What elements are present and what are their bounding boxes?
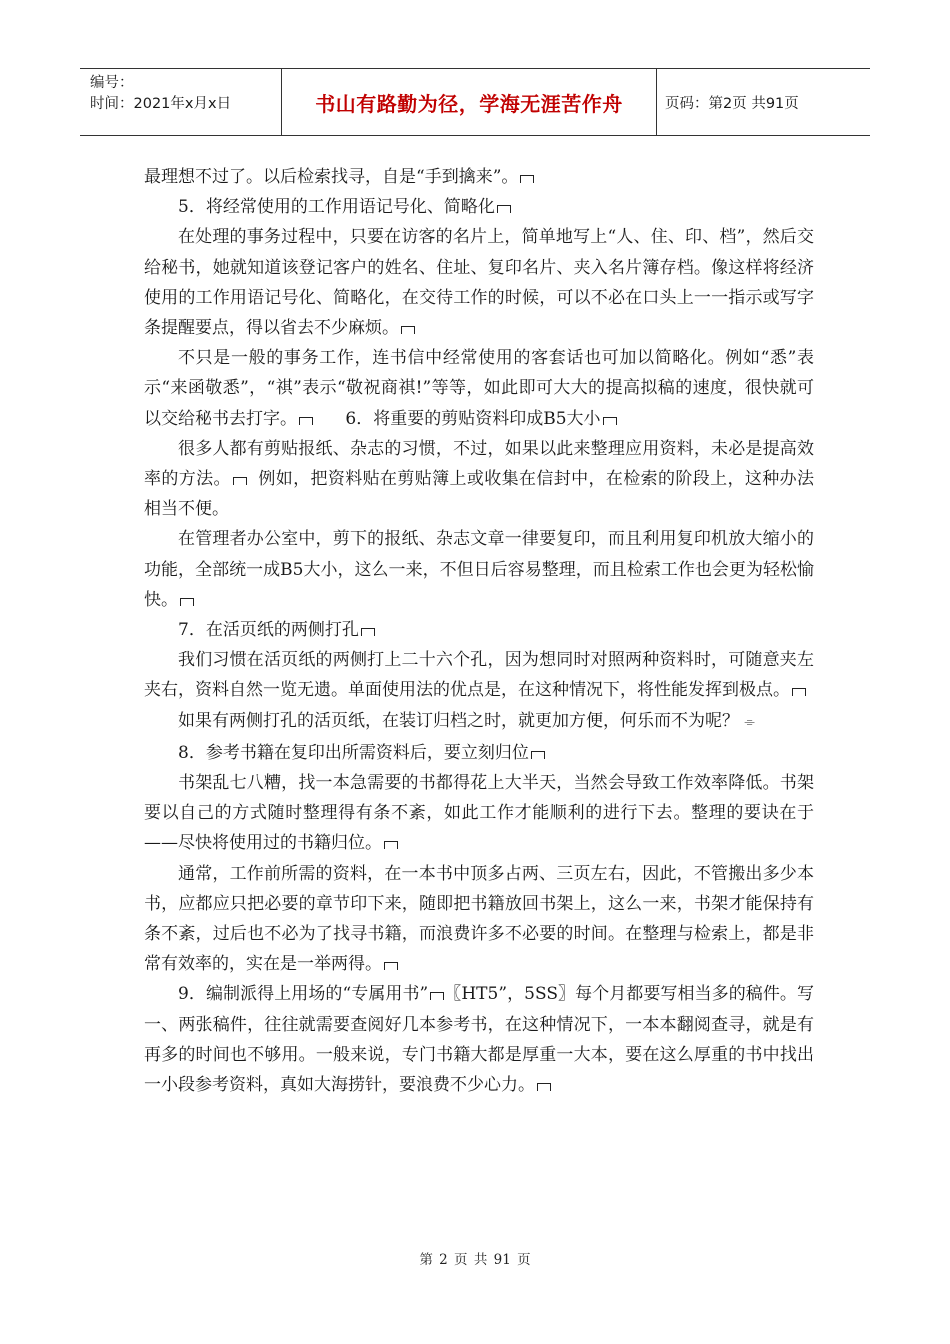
paragraph-mark-icon (384, 841, 398, 849)
paragraph-mark-icon (180, 598, 194, 606)
paragraph: 在处理的事务过程中，只要在访客的名片上，简单地写上“人、住、印、档”，然后交给秘书，她就知道该登记客户的姓名、住址、复印名片、夹入名片簿存档。像这样将经济使用的工作用语记号化、简略化，在交待工作的时候，可以不必在口头上一一指示或写字条提醒要点，得以省去不少麻烦。 (144, 227, 814, 339)
section-heading: 6．将重要的剪贴资料印成B5大小 (313, 408, 601, 429)
page-header (80, 68, 870, 136)
paragraph-mark-icon (792, 688, 806, 696)
paragraph: 最理想不过了。以后检索找寻，自是“手到擒来”。 (144, 162, 814, 192)
paragraph-mark-icon (361, 628, 375, 636)
paragraph-mark-icon (299, 417, 313, 425)
paragraph: 我们习惯在活页纸的两侧打上二十六个孔，因为想同时对照两种资料时，可随意夹左夹右，资料自然一览无遗。单面使用法的优点是，在这种情况下，将性能发挥到极点。 (144, 650, 814, 701)
section-heading: 7．在活页纸的两侧打孔 (144, 615, 814, 645)
line-break-mark-icon: ⌯ (744, 714, 755, 730)
paragraph-mark-icon (401, 326, 415, 334)
document-date-label: 时间：2021年x月x日 (90, 96, 232, 112)
document-body (144, 162, 814, 1100)
paragraph-mark-icon (233, 477, 247, 485)
paragraph-mark-icon (537, 1083, 551, 1091)
paragraph: 通常，工作前所需的资料，在一本书中顶多占两、三页左右，因此，不管搬出多少本书，应都应只把必要的章节印下来，随即把书籍放回书架上，这么一来，书架才能保持有条不紊，过后也不必为了找寻书籍，而浪费许多不必要的时间。在整理与检索上，都是非常有效率的，实在是一举两得。 (144, 863, 814, 975)
paragraph-mark-icon (520, 175, 534, 183)
paragraph-mark-icon (497, 205, 511, 213)
paragraph-mark-icon (603, 417, 617, 425)
header-motto: 书山有路勤为径，学海无涯苦作舟 (282, 69, 657, 135)
header-meta (80, 69, 282, 135)
paragraph: 9．编制派得上用场的“专属用书” 〖HT5”，5SS〗每个月都要写相当多的稿件。写一、两张稿件，往往就需要查阅好几本参考书，在这种情况下，一本本翻阅查寻，就是有再多的时间也不够用。一般来说，专门书籍大都是厚重一大本，要在这么厚重的书中找出一小段参考资料，真如大海捞针，要浪费不少心力。 (144, 984, 814, 1096)
document-number-label: 编号： (90, 75, 134, 91)
paragraph-mark-icon (531, 751, 545, 759)
paragraph: 不只是一般的事务工作，连书信中经常使用的客套话也可加以简略化。例如“悉”表示“来函敬悉”，“祺”表示“敬祝商祺!”等等，如此即可大大的提高拟稿的速度，很快就可以交给秘书去打字。 6．将重要的剪贴资料印成B5大小 (144, 348, 814, 429)
page-footer: 第 2 页 共 91 页 (419, 1252, 531, 1268)
paragraph: 在管理者办公室中，剪下的报纸、杂志文章一律要复印，而且利用复印机放大缩小的功能，全部统一成B5大小，这么一来，不但日后容易整理，而且检索工作也会更为轻松愉快。 (144, 529, 814, 610)
section-heading: 5．将经常使用的工作用语记号化、简略化 (144, 192, 814, 222)
section-heading: 8．参考书籍在复印出所需资料后，要立刻归位 (144, 738, 814, 768)
paragraph-mark-icon (384, 962, 398, 970)
header-page-info: 页码：第2页 共91页 (665, 95, 799, 112)
paragraph: 书架乱七八糟，找一本急需要的书都得花上大半天，当然会导致工作效率降低。书架要以自己的方式随时整理得有条不紊，如此工作才能顺利的进行下去。整理的要诀在于——尽快将使用过的书籍归位。 (144, 773, 814, 854)
paragraph: 很多人都有剪贴报纸、杂志的习惯，不过，如果以此来整理应用资料，未必是提高效率的方法。 例如，把资料贴在剪贴簿上或收集在信封中，在检索的阶段上，这种办法相当不便。 (144, 438, 815, 520)
paragraph: 如果有两侧打孔的活页纸，在装订归档之时，就更加方便，何乐而不为呢？ ⌯ (178, 710, 755, 731)
paragraph-mark-icon (430, 992, 444, 1000)
